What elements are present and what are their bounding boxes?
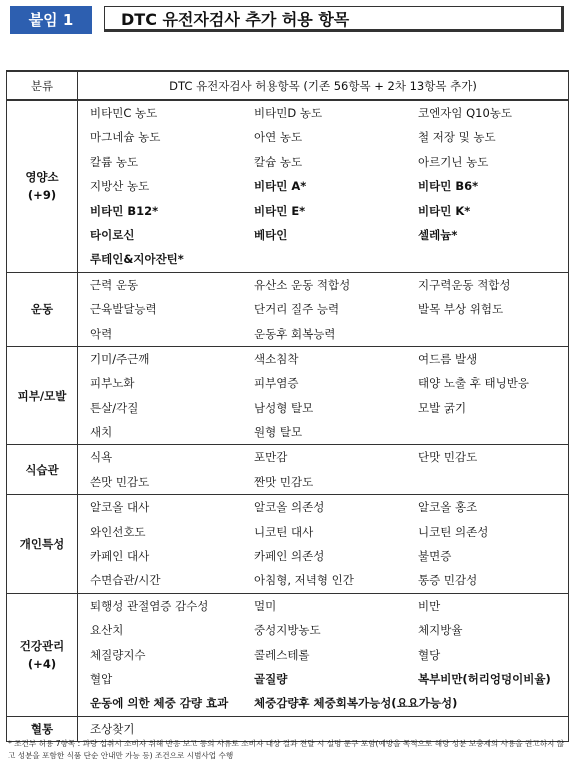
test-item: 골질량 <box>254 671 288 686</box>
table-row <box>7 495 569 594</box>
category-label: 영양소 <box>25 170 59 185</box>
test-item: 남성형 탈모 <box>254 400 314 415</box>
test-item: 아침형, 저녁형 인간 <box>254 573 354 588</box>
test-item: 새치 <box>90 425 113 440</box>
test-item: 포만감 <box>254 450 288 465</box>
test-item: 체질량지수 <box>90 647 146 662</box>
test-item: 식욕 <box>90 450 113 465</box>
table-row <box>7 346 569 445</box>
test-item: 지구력운동 적합성 <box>418 277 511 292</box>
test-item: 발목 부상 위험도 <box>418 302 504 317</box>
test-item: 기미/주근깨 <box>90 351 150 366</box>
test-item: 카페인 대사 <box>90 549 150 564</box>
items-cell <box>78 272 569 346</box>
test-item: 비타민 E* <box>254 203 306 218</box>
test-item: 근육발달능력 <box>90 302 157 317</box>
test-item: 요산치 <box>90 623 124 638</box>
test-item: 근력 운동 <box>90 277 139 292</box>
test-item: 중성지방농도 <box>254 623 321 638</box>
test-item: 비타민 K* <box>418 203 471 218</box>
test-item: 칼륨 농도 <box>90 154 139 169</box>
test-item: 퇴행성 관절염증 감수성 <box>90 598 209 613</box>
test-item: 체지방율 <box>418 623 463 638</box>
test-item: 운동에 의한 체중 감량 효과 <box>90 696 229 711</box>
test-item: 통증 민감성 <box>418 573 478 588</box>
test-item: 유산소 운동 적합성 <box>254 277 351 292</box>
test-item: 철 저장 및 농도 <box>418 130 496 145</box>
test-item: 단거리 질주 능력 <box>254 302 340 317</box>
test-item: 비타민C 농도 <box>90 106 158 120</box>
test-item: 원형 탈모 <box>254 425 303 440</box>
category-label: 피부/모발 <box>17 388 67 403</box>
test-item: 알코올 대사 <box>90 500 150 515</box>
test-item: 셀레늄* <box>418 227 458 242</box>
test-item: 아연 농도 <box>254 130 303 145</box>
test-item: 튼살/각질 <box>90 400 139 415</box>
test-item: 타이로신 <box>90 227 135 242</box>
test-item: 베타인 <box>254 227 288 242</box>
category-label: (+9) <box>27 188 57 203</box>
test-item: 비타민D 농도 <box>254 106 323 120</box>
table-row <box>7 445 569 495</box>
test-item: 쓴맛 민감도 <box>90 474 150 489</box>
test-item <box>406 470 568 494</box>
test-item <box>406 322 568 346</box>
test-item: 색소침착 <box>254 351 299 366</box>
category-cell <box>7 272 78 346</box>
test-item: 니코틴 의존성 <box>418 524 489 539</box>
table-row <box>7 100 569 272</box>
test-item: 와인선호도 <box>90 524 146 539</box>
test-item: 마그네슘 농도 <box>90 130 161 145</box>
category-label: 식습관 <box>25 462 59 477</box>
test-item <box>406 420 568 444</box>
category-cell <box>7 100 78 272</box>
category-cell <box>7 445 78 495</box>
test-item: 니코틴 대사 <box>254 524 314 539</box>
test-item <box>242 247 406 271</box>
items-cell <box>78 100 569 272</box>
test-item: 피부노화 <box>90 376 135 391</box>
category-cell <box>7 495 78 594</box>
test-item: 비타민 A* <box>254 179 307 194</box>
title-bar <box>10 6 566 34</box>
items-cell <box>78 495 569 594</box>
items-cell <box>78 445 569 495</box>
test-item: 콜레스테롤 <box>254 647 310 662</box>
table-row <box>7 593 569 716</box>
test-item: 코엔자임 Q10농도 <box>418 106 512 120</box>
test-item: 복부비만(허리엉덩이비율) <box>418 671 551 686</box>
test-item: 혈압 <box>90 671 113 686</box>
items-cell <box>78 346 569 445</box>
category-label: (+4) <box>27 656 57 671</box>
test-item: 알코올 홍조 <box>418 500 478 515</box>
test-item: 운동후 회복능력 <box>254 326 336 341</box>
test-item: 비타민 B6* <box>418 179 479 194</box>
allowed-items-table <box>6 70 569 742</box>
test-item: 여드름 발생 <box>418 351 478 366</box>
test-item: 혈당 <box>418 647 441 662</box>
test-item: 멀미 <box>254 598 277 613</box>
test-item: 비타민 B12* <box>90 203 159 218</box>
test-item: 아르기닌 농도 <box>418 154 489 169</box>
test-item: 지방산 농도 <box>90 179 150 194</box>
items-cell <box>78 593 569 716</box>
test-item: 칼슘 농도 <box>254 154 303 169</box>
document-title: DTC 유전자검사 추가 허용 항목 <box>104 6 564 32</box>
category-label: 건강관리 <box>19 638 65 653</box>
table-body <box>7 100 569 742</box>
test-item: 태양 노출 후 태닝반응 <box>418 376 529 391</box>
test-item: 카페인 의존성 <box>254 549 325 564</box>
table-row <box>7 272 569 346</box>
test-item: 루테인&지아잔틴* <box>90 252 184 267</box>
test-item: 체중감량후 체중회복가능성(요요가능성) <box>254 696 458 711</box>
test-item: 짠맛 민감도 <box>254 474 314 489</box>
test-item <box>406 247 568 271</box>
attachment-badge: 붙임 1 <box>10 6 92 34</box>
footnote: * 조건부 허용 7항목 : 과량 섭취시 소비자 위해 반응 보고 등의 사유로 소비자 대상 결과 전달 시 설명 문구 포함(예방을 목적으로 해당 성분 보충제의 사용을 권고하지 않고 성분을 포함한 식품 단순 안내만 가능 등) 조건으로 시범사업 수행 <box>8 739 565 760</box>
test-item: 수면습관/시간 <box>90 573 161 588</box>
header-category: 분류 <box>7 71 78 100</box>
category-label: 운동 <box>30 302 54 317</box>
test-item: 단맛 민감도 <box>418 450 478 465</box>
test-item: 비만 <box>418 598 441 613</box>
category-cell <box>7 593 78 716</box>
header-items: DTC 유전자검사 허용항목 (기존 56항목 + 2차 13항목 추가) <box>78 71 569 100</box>
test-item: 모발 굵기 <box>418 400 467 415</box>
test-item: 피부염증 <box>254 376 299 391</box>
category-cell <box>7 346 78 445</box>
test-item: 불면증 <box>418 549 452 564</box>
test-item: 조상찾기 <box>90 721 135 736</box>
table-header-row <box>7 71 569 100</box>
category-label: 혈통 <box>30 721 54 736</box>
category-label: 개인특성 <box>19 537 65 552</box>
test-item: 악력 <box>90 326 113 341</box>
test-item: 알코올 의존성 <box>254 500 325 515</box>
